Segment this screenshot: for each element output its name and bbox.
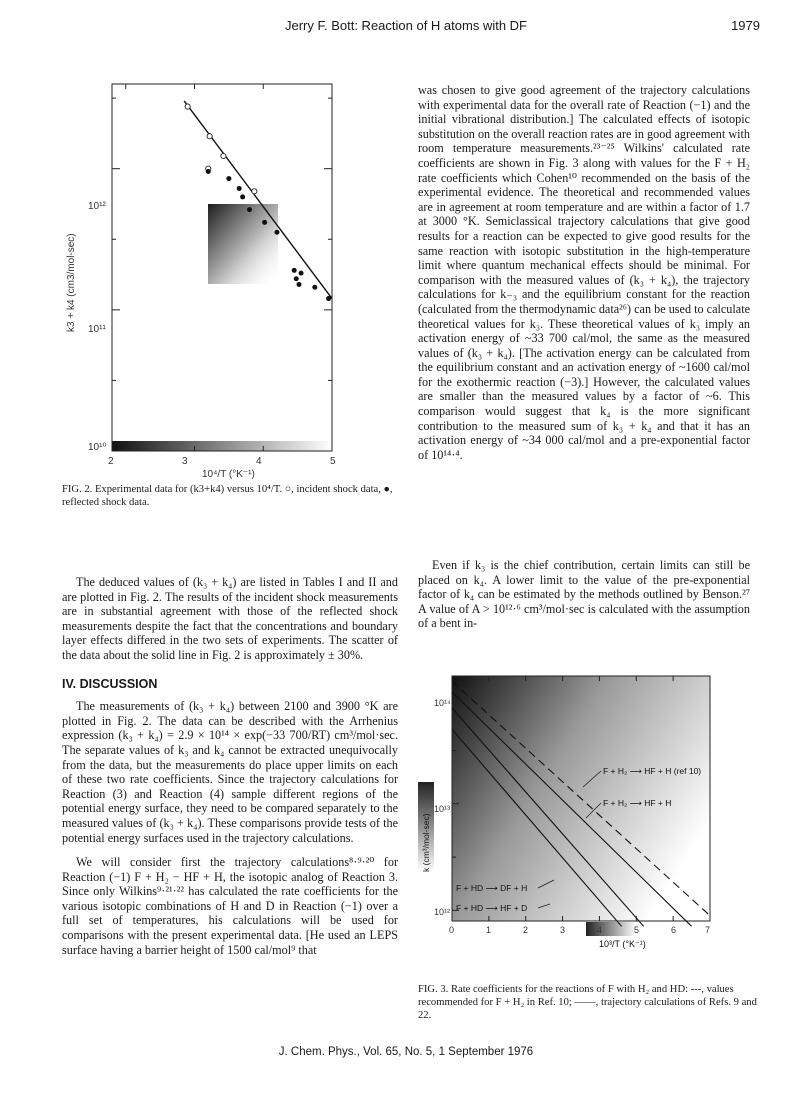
fig2-ytick-1e10: 10¹⁰: [88, 442, 107, 453]
fig2-xtick-5: 5: [330, 456, 336, 467]
reflected-shock-point: [297, 282, 302, 287]
journal-footer: J. Chem. Phys., Vol. 65, No. 5, 1 September 1976: [278, 1046, 534, 1058]
fig3-xtick-4: 4: [597, 925, 603, 935]
right-paragraph-2: Even if k₃ is the chief contribution, certain limits can still be placed on k₄. A lower limit to the value of the pre-exponential factor of k₄ can be estimated by the methods outlined by Benson.²⁷ A value of A > 10¹²·⁶ cm³/mol·sec is calculated with the assumption of a bent in-: [418, 558, 750, 631]
fig3-ytick-1e14: 10¹⁴: [434, 698, 451, 708]
incident-shock-point: [207, 134, 212, 139]
fig3-ytick-1e13: 10¹³: [434, 804, 451, 814]
fig3-xtick-5: 5: [634, 925, 640, 935]
fig2-ytick-1e12: 10¹²: [88, 201, 106, 212]
running-head: Jerry F. Bott: Reaction of H atoms with DF: [284, 18, 528, 33]
right-paragraph-1: was chosen to give good agreement of the trajectory calculations with experimental data for the overall rate of Reaction (−1) and the initial vibrational distribution.] The calculated effects of isotopic substitution on the overall reaction rates are in good agreement with room temperature measurements.²³⁻²⁵ Wilkins' calculated rate coefficients are shown in Fig. 3 along with values for the F + H₂ rate coefficients which Cohen¹⁰ recommended on the basis of the experimental evidence. The theoretical and recommended values are in agreement at room temperature and are within a factor of 1.7 at 3000 °K. Semiclassical trajectory calculations that give good results for a reaction can be expected to give good results for the same reaction with isotopic substitution in the high-temperature limit where quantum mechanical effects should be minimal. For comparison with the measured values of (k₃ + k₄), the trajectory calculations for k₋₃ and the equilibrium constant for the reaction (calculated from the thermodynamic data²⁶) can be used to calculate theoretical values for k₃. These theoretical values of k₃ imply an activation energy of ~33 700 cal/mol, the same as the measured values of (k₃ + k₄). [The activation energy can be calculated from the equilibrium constant and an activation energy of ~1600 cal/mol for the exothermic reaction (−3).] However, the calculated values are smaller than the measured values by a factor of ~6. This comparison would suggest that k₄ is the more significant contribution to the measured sum of k₃ + k₄ and that it has an activation energy of ~34 000 cal/mol and a pre-exponential factor of 10¹⁴·⁴.: [418, 83, 750, 462]
reflected-shock-point: [326, 296, 331, 301]
fig2-xtick-2: 2: [108, 456, 114, 467]
reflected-shock-point: [226, 176, 231, 181]
figure-3: [416, 672, 716, 972]
figure-2: [60, 72, 360, 480]
fig3-legend-1: F + H₂ ⟶ HF + H (ref 10): [603, 766, 702, 776]
section-heading: IV. DISCUSSION: [62, 676, 158, 691]
incident-shock-point: [221, 153, 226, 158]
fig2-xtick-3: 3: [182, 456, 188, 467]
incident-shock-point: [185, 104, 190, 109]
fig2-caption: FIG. 2. Experimental data for (k3+k4) versus 10⁴/T. ○, incident shock data, ●, reflected shock data.: [62, 484, 393, 508]
right-column-text-mid: [418, 558, 750, 631]
fig3-legend-2: F + H₂ ⟶ HF + H: [603, 798, 672, 808]
reflected-shock-point: [206, 169, 211, 174]
left-paragraph-1: The deduced values of (k₃ + k₄) are listed in Tables I and II and are plotted in Fig. 2. The results of the incident shock measurements are in substantial agreement with those of the reflected shock measurements despite the fact that the concentrations and boundary layer effects differed in the two sets of experiments. The scatter of the data about the solid line in Fig. 2 is approximately ± 30%.: [62, 575, 398, 662]
incident-shock-point: [252, 189, 257, 194]
fig3-legend-4: F + HD ⟶ HF + D: [456, 903, 528, 913]
fig2-xtick-4: 4: [256, 456, 262, 467]
fig3-ytick-1e12: 10¹²: [434, 907, 451, 917]
fig2-xlabel: 10⁴/T (°K⁻¹): [202, 469, 255, 480]
fig3-xtick-2: 2: [523, 925, 529, 935]
page-number: 1979: [731, 18, 760, 33]
reflected-shock-point: [237, 186, 242, 191]
reflected-shock-point: [275, 230, 280, 235]
reflected-shock-point: [240, 194, 245, 199]
reflected-shock-point: [292, 268, 297, 273]
left-paragraph-3: We will consider first the trajectory calculations⁸·⁹·²⁰ for Reaction (−1) F + H₂ − HF + H, the isotopic analog of Reaction 3. Since only Wilkins⁹·²¹·²² has calculated the rate coefficients for the various isotopic combinations of H and D in Reaction (−1) over a full set of temperatures, his calculations will be used for comparisons with the present experimental data. [He used an LEPS surface having a barrier height of 1500 cal/mol⁹ that: [62, 855, 398, 957]
fig3-xtick-7: 7: [705, 925, 711, 935]
fig3-xtick-3: 3: [560, 925, 566, 935]
fig2-ylabel: k3 + k4 (cm3/mol-sec): [66, 233, 77, 332]
reflected-shock-point: [299, 271, 304, 276]
fig3-xlabel: 10³/T (°K⁻¹): [599, 939, 646, 949]
reflected-shock-point: [312, 285, 317, 290]
reflected-shock-point: [247, 207, 252, 212]
fig3-xtick-1: 1: [486, 925, 492, 935]
fig3-xtick-0: 0: [449, 925, 455, 935]
fig3-xtick-6: 6: [671, 925, 677, 935]
fig2-ytick-1e11: 10¹¹: [88, 324, 106, 335]
fig3-xtick-labels: [449, 925, 710, 935]
right-column-text-top: [418, 83, 750, 462]
fig3-legend-3: F + HD ⟶ DF + H: [456, 883, 528, 893]
left-paragraph-2: The measurements of (k₃ + k₄) between 2100 and 3900 °K are plotted in Fig. 2. The data can be described with the Arrhenius expression (k₃ + k₄) = 2.9 × 10¹⁴ × exp(−33 700/RT) cm³/mol·sec. The separate values of k₃ and k₄ cannot be extracted unequivocally from the data, but the measurements do place upper limits on each of these two rate coefficients. Since the trajectory calculations for Reaction (3) and Reaction (4) sample different regions of the potential energy surface, they need to be compared separately to the measured values of (k₃ + k₄). These comparisons provide tests of the potential energy surfaces used in the trajectory calculations.: [62, 699, 398, 845]
fig3-caption: FIG. 3. Rate coefficients for the reactions of F with H₂ and HD: ---, values recommended for F + H₂ in Ref. 10; ——, trajectory calculations of Refs. 9 and 22.: [418, 984, 757, 1021]
fig3-ylabel: k (cm³/mol-sec): [421, 813, 431, 872]
reflected-shock-point: [262, 220, 267, 225]
reflected-shock-point: [294, 276, 299, 281]
left-column-text: [62, 575, 398, 957]
